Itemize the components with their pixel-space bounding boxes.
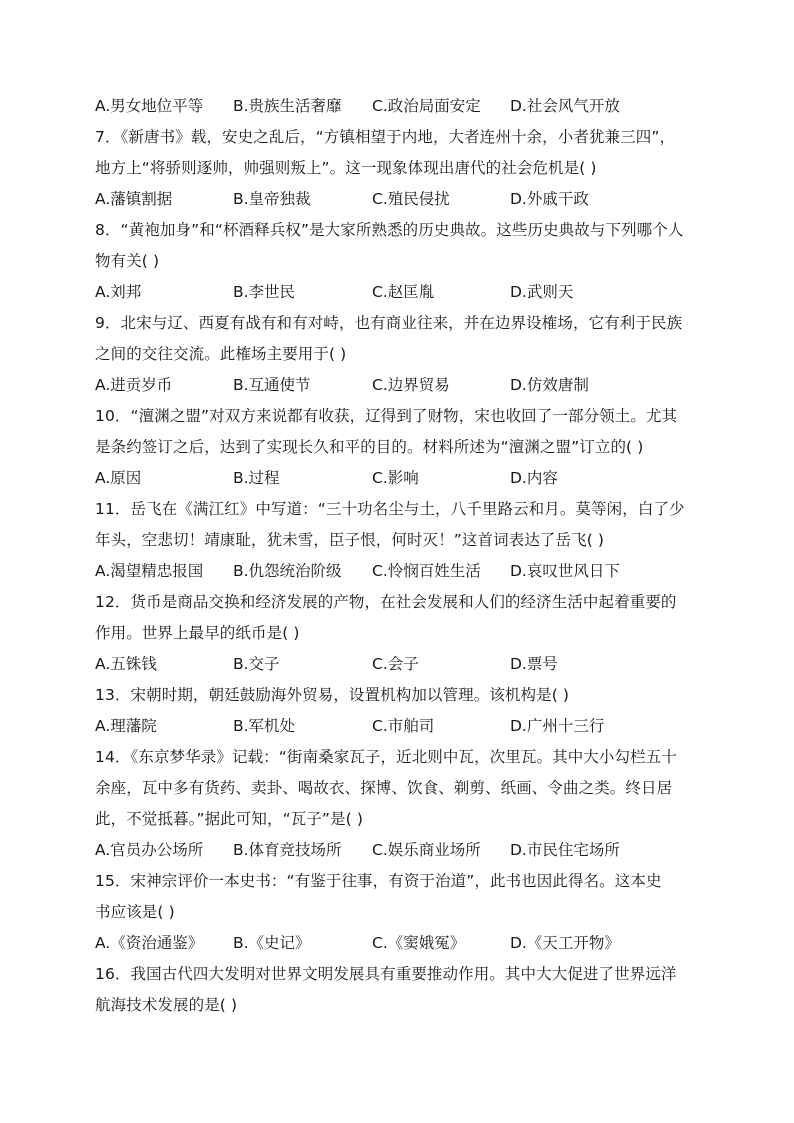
option-a: A.藩镇割据 (95, 190, 173, 208)
question-item (95, 122, 700, 215)
option-a: A.原因 (95, 469, 142, 487)
option-a: A.刘邦 (95, 283, 142, 301)
option-b: B.过程 (233, 469, 280, 487)
question-stem-line: 7．《新唐书》载，安史之乱后，“方镇相望于内地，大者连州十余，小者犹兼三四”， (95, 128, 676, 146)
question-stem-line: 12．货币是商品交换和经济发展的产物，在社会发展和人们的经济生活中起着重要的 (95, 593, 677, 611)
option-c: C.赵匡胤 (372, 283, 435, 301)
option-d: D.外戚干政 (510, 190, 589, 208)
options-row (95, 556, 700, 587)
options-row (95, 184, 700, 215)
option-b: B.互通使节 (233, 376, 311, 394)
option-c: C.殖民侵扰 (372, 190, 450, 208)
option-a: A.五铢钱 (95, 655, 157, 673)
question-stem-line: 14．《东京梦华录》记载：“街南桑家瓦子，近北则中瓦，次里瓦。其中大小勾栏五十 (95, 748, 677, 766)
option-a: A.官员办公场所 (95, 841, 204, 859)
question-item (95, 215, 700, 308)
options-row (95, 463, 700, 494)
option-b: B.军机处 (233, 717, 296, 735)
option-c: C.娱乐商业场所 (372, 841, 481, 859)
options-row (95, 370, 700, 401)
option-a: A.《资治通鉴》 (95, 934, 204, 952)
question-stem-line: 10．“澶渊之盟”对双方来说都有收获，辽得到了财物，宋也收回了一部分领土。尤其 (95, 407, 678, 425)
options-row (95, 711, 700, 742)
option-d: D.广州十三行 (510, 717, 605, 735)
options-row (95, 277, 700, 308)
option-b: B.皇帝独裁 (233, 190, 311, 208)
options-row (95, 928, 700, 959)
question-item (95, 587, 700, 680)
option-a: A.进贡岁币 (95, 376, 173, 394)
option-d: D.市民住宅场所 (510, 841, 620, 859)
question-stem-line: 此，不觉抵暮。”据此可知，“瓦子”是( ) (95, 810, 363, 828)
question-stem-line: 作用。世界上最早的纸币是( ) (95, 624, 300, 642)
question-item (95, 742, 700, 866)
option-c: C.市舶司 (372, 717, 435, 735)
question-item (95, 866, 700, 959)
option-d: D.《天工开物》 (510, 934, 620, 952)
question-stem-line: 15．宋神宗评价一本史书：“有鉴于往事，有资于治道”，此书也因此得名。这本史 (95, 872, 662, 890)
option-a: A.男女地位平等 (95, 97, 204, 115)
option-b: B.交子 (233, 655, 280, 673)
option-c: C.政治局面安定 (372, 97, 481, 115)
option-c: C.影响 (372, 469, 419, 487)
question-item (95, 959, 700, 1021)
question-stem-line: 年头，空悲切！靖康耻，犹未雪，臣子恨，何时灭！”这首词表达了岳飞( ) (95, 531, 605, 549)
question-item (95, 680, 700, 742)
option-b: B.《史记》 (233, 934, 311, 952)
option-c: C.会子 (372, 655, 419, 673)
option-d: D.仿效唐制 (510, 376, 589, 394)
question-stem-line: 地方上“将骄则逐帅，帅强则叛上”。这一现象体现出唐代的社会危机是( ) (95, 159, 597, 177)
options-row (95, 91, 700, 122)
option-d: D.武则天 (510, 283, 574, 301)
options-row (95, 835, 700, 866)
option-a: A.渴望精忠报国 (95, 562, 204, 580)
options-row (95, 649, 700, 680)
question-item (95, 401, 700, 494)
question-item (95, 308, 700, 401)
option-c: C.怜悯百姓生活 (372, 562, 481, 580)
option-b: B.贵族生活奢靡 (233, 97, 342, 115)
option-d: D.票号 (510, 655, 558, 673)
option-d: D.内容 (510, 469, 558, 487)
question-stem-line: 书应该是( ) (95, 903, 175, 921)
option-d: D.社会风气开放 (510, 97, 620, 115)
question-stem-line: 8．“黄袍加身”和“杯酒释兵权”是大家所熟悉的历史典故。这些历史典故与下列哪个人 (95, 221, 684, 239)
question-stem-line: 9．北宋与辽、西夏有战有和有对峙，也有商业往来，并在边界设榷场，它有利于民族 (95, 314, 683, 332)
question-stem-line: 航海技术发展的是( ) (95, 996, 238, 1014)
question-stem-line: 16．我国古代四大发明对世界文明发展具有重要推动作用。其中大大促进了世界远洋 (95, 965, 677, 983)
question-stem-line: 11．岳飞在《满江红》中写道：“三十功名尘与土，八千里路云和月。莫等闲，白了少 (95, 500, 685, 518)
option-b: B.仇怨统治阶级 (233, 562, 342, 580)
question-stem-line: 是条约签订之后，达到了实现长久和平的目的。材料所述为“澶渊之盟”订立的( ) (95, 438, 644, 456)
question-item (95, 494, 700, 587)
option-b: B.体育竞技场所 (233, 841, 342, 859)
question-list (95, 91, 700, 1021)
option-c: C.《窦娥冤》 (372, 934, 466, 952)
option-d: D.哀叹世风日下 (510, 562, 620, 580)
option-b: B.李世民 (233, 283, 296, 301)
question-stem-line: 之间的交往交流。此榷场主要用于( ) (95, 345, 347, 363)
option-c: C.边界贸易 (372, 376, 450, 394)
question-stem-line: 13．宋朝时期，朝廷鼓励海外贸易，设置机构加以管理。该机构是( ) (95, 686, 570, 704)
question-stem-line: 余座，瓦中多有货药、卖卦、喝故衣、探博、饮食、剃剪、纸画、令曲之类。终日居 (95, 779, 673, 797)
option-a: A.理藩院 (95, 717, 157, 735)
question-stem-line: 物有关( ) (95, 252, 160, 270)
